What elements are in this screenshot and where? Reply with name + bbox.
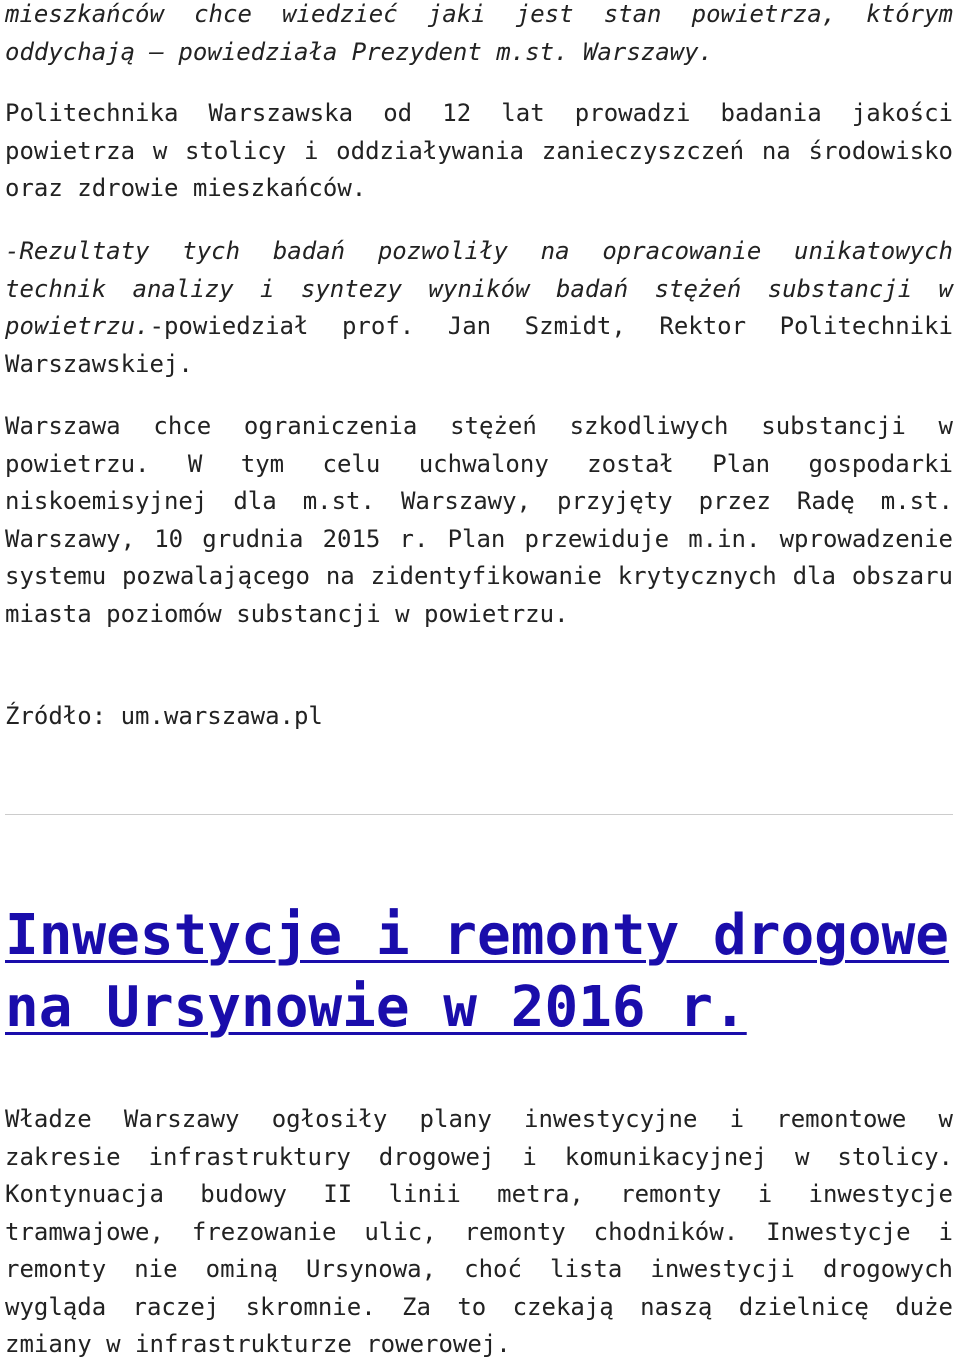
article-divider — [5, 814, 953, 815]
quote-attribution: -powiedział prof. Jan Szmidt, Rektor Politechniki Warszawskiej. — [5, 312, 953, 378]
article-paragraph — [5, 0, 953, 71]
article-intro: Władze Warszawy ogłosiły plany inwestycyjne i remontowe w zakresie infrastruktury drogowej i komunikacyjnej w stolicy. Kontynuacja budowy II linii metra, remonty i inwestycje tramwajowe, frezowanie ulic, remonty chodników. Inwestycje i remonty nie ominą Ursynowa, choć lista inwestycji drogowych wygląda raczej skromnie. Za to czekają naszą dzielnicę duże zmiany w infrastrukturze rowerowej. — [5, 1105, 953, 1358]
article-paragraph: Politechnika Warszawska od 12 lat prowadzi badania jakości powietrza w stolicy i oddziaływania zanieczyszczeń na środowisko oraz zdrowie mieszkańców. — [5, 99, 953, 202]
article-title-link[interactable]: Inwestycje i remonty drogowe na Ursynowie w 2016 r. — [5, 903, 950, 1040]
source-line: Źródło: um.warszawa.pl — [5, 702, 323, 730]
quote-text: mieszkańców chce wiedzieć jaki jest stan powietrza, którym oddychają – powiedziała Prezydent m.st. Warszawy. — [5, 0, 953, 66]
article-paragraph: Warszawa chce ograniczenia stężeń szkodliwych substancji w powietrzu. W tym celu uchwalony został Plan gospodarki niskoemisyjnej dla m.st. Warszawy, przyjęty przez Radę m.st. Warszawy, 10 grudnia 2015 r. Plan przewiduje m.in. wprowadzenie systemu pozwalającego na zidentyfikowanie krytycznych dla obszaru miasta poziomów substancji w powietrzu. — [5, 412, 953, 628]
article-paragraph — [5, 233, 953, 383]
article-title — [5, 900, 953, 1044]
quote-text: -Rezultaty tych badań pozwoliły na opracowanie unikatowych technik analizy i syntezy wyników badań stężeń substancji w powietrzu. — [5, 237, 953, 340]
